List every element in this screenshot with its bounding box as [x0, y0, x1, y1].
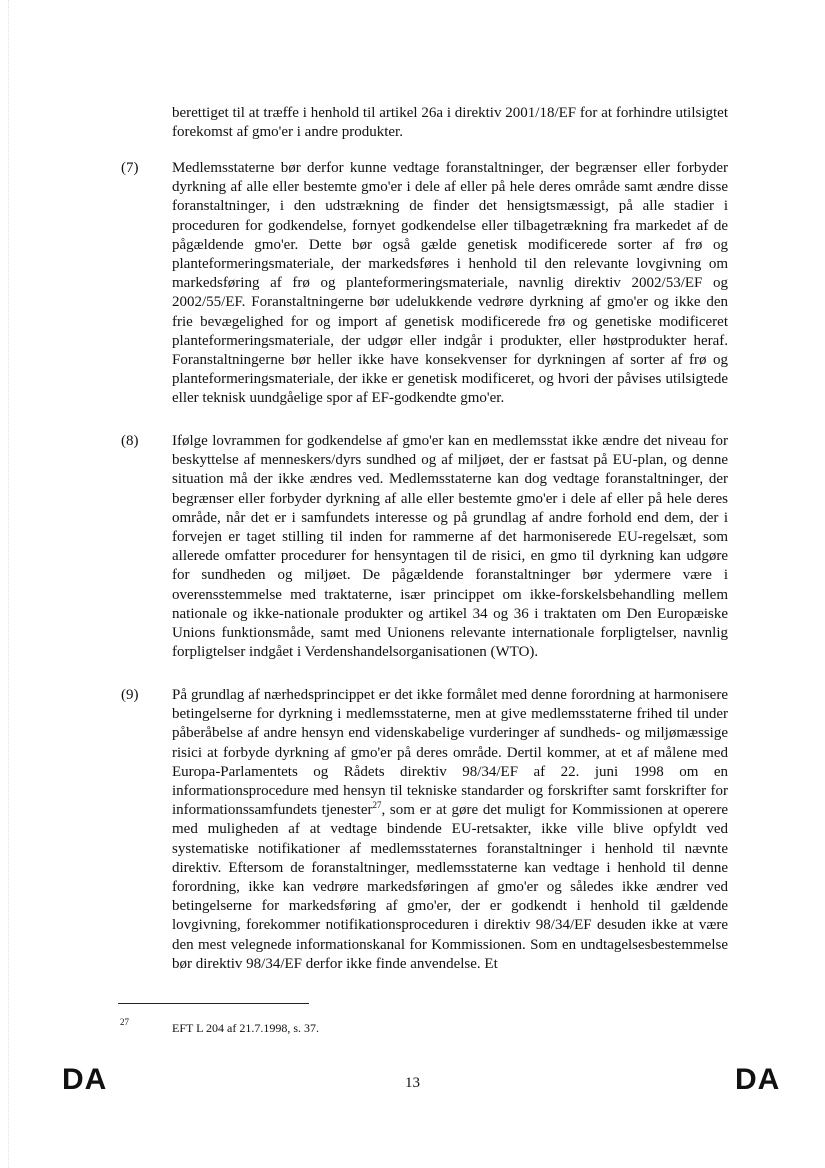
page-number: 13 [405, 1075, 420, 1091]
page-edge-line [8, 0, 9, 1168]
recital-text: Ifølge lovrammen for godkendelse af gmo'er kan en medlemsstat ikke ændre det niveau for beskyttelse af menneskers/dyrs sundhed og af miljøet, der er fastsat på EU-plan, og denne situation må der ikke ændres ved. Medlemsstaterne kan dog vedtage foranstaltninger, der begrænser eller forbyder dyrkning af alle eller bestemte gmo'er i dele af eller på hele deres område, når det er i samfundets interesse og på grundlag af andre forhold end dem, der i forvejen er taget stilling til inden for rammerne af det harmoniserede EU-regelsæt, som allerede omfatter procedurer for hensyntagen til de risici, en gmo til dyrkning kan udgøre for sundheden og miljøet. De pågældende foranstaltninger bør ydermere være i overensstemmelse med traktaterne, især princippet om ikke-forskelsbehandling mellem nationale og ikke-nationale produkter og artikel 34 og 36 i traktaten om Den Europæiske Unions funktionsmåde, samt med Unionens relevante internationale forpligtelser, navnlig forpligtelser indgået i Verdenshandelsorganisationen (WTO). [172, 433, 728, 661]
footnote-reference[interactable]: 27 [372, 800, 382, 811]
recital-number: (8) [121, 433, 139, 449]
recital-text-part: På grundlag af nærhedsprincippet er det ikke formålet med denne forordning at harmonisere betingelserne for dyrkning i medlemsstaterne, men at give medlemsstaterne frihed til under påberåbelse af andre hensyn end videnskabelige vurderinger af sundheds- og miljømæssige risici at forbyde dyrkning af gmo'er på deres område. Dertil kommer, at et af målene med Europa-Parlamentets og Rådets direktiv 98/34/EF af 22. juni 1998 om en informationsprocedure med hensyn til tekniske standarder og forskrifter samt forskrifter for informationssamfundets tjenester [172, 687, 728, 819]
recital-number: (9) [121, 687, 139, 703]
recital-text: Medlemsstaterne bør derfor kunne vedtage foranstaltninger, der begrænser eller forbyder dyrkning af alle eller bestemte gmo'er i dele af eller på hele deres område samt ændre disse foranstaltninger, i den udstrækning de finder det hensigtsmæssigt, på alle stadier i proceduren for godkendelse, fornyet godkendelse eller tilbagetrækning fra markedet af de pågældende gmo'er. Dette bør også gælde genetisk modificerede sorter af frø og planteformeringsmateriale, der markedsføres i henhold til den relevante lovgivning om markedsføring af frø og planteformeringsmateriale, navnlig direktiv 2002/53/EF og 2002/55/EF. Foranstaltningerne bør udelukkende vedrøre dyrkning af gmo'er og ikke den frie bevægelighed for og import af genetisk modificerede frø og genetiske modificeret planteformeringsmateriale, der udgør eller indgår i produkter, eller høstprodukter heraf. Foranstaltningerne bør heller ikke have konsekvenser for dyrkningen af sorter af frø og planteformeringsmateriale, der ikke er genetisk modificeret, og hvori der påvises utilsigtede eller teknisk uundgåelige spor af EF-godkendte gmo'er. [172, 160, 728, 407]
footnote-text: EFT L 204 af 21.7.1998, s. 37. [172, 1021, 319, 1035]
recital-number: (7) [121, 160, 139, 176]
language-code-right: DA [735, 1063, 781, 1096]
footnote-separator [118, 1003, 309, 1004]
intro-text: berettiget til at træffe i henhold til artikel 26a i direktiv 2001/18/EF for at forhindre utilsigtet forekomst af gmo'er i andre produkter. [172, 105, 728, 141]
language-code-left: DA [62, 1063, 108, 1096]
recital-text [172, 686, 728, 974]
recital-text-part: , som er at gøre det muligt for Kommissionen at operere med muligheden af at vedtage bindende EU-retsakter, ikke ville blive opfyldt ved systematiske notifikationer af medlemsstaternes foranstaltninger i henhold til nævnte direktiv. Eftersom de foranstaltninger, medlemsstaterne kan vedtage i henhold til denne forordning, ikke kan vedrøre markedsføringen af gmo'er og således ikke ændrer ved betingelserne for markedsføring af gmo'er, der er godkendt i henhold til gældende lovgivning, forekommer notifikationsproceduren i direktiv 98/34/EF desuden ikke at være den mest velegnede informationskanal for Kommissionen. Som en undtagelsesbestemmelse bør direktiv 98/34/EF derfor ikke finde anvendelse. Et [172, 802, 728, 972]
footnote-number: 27 [120, 1017, 129, 1027]
